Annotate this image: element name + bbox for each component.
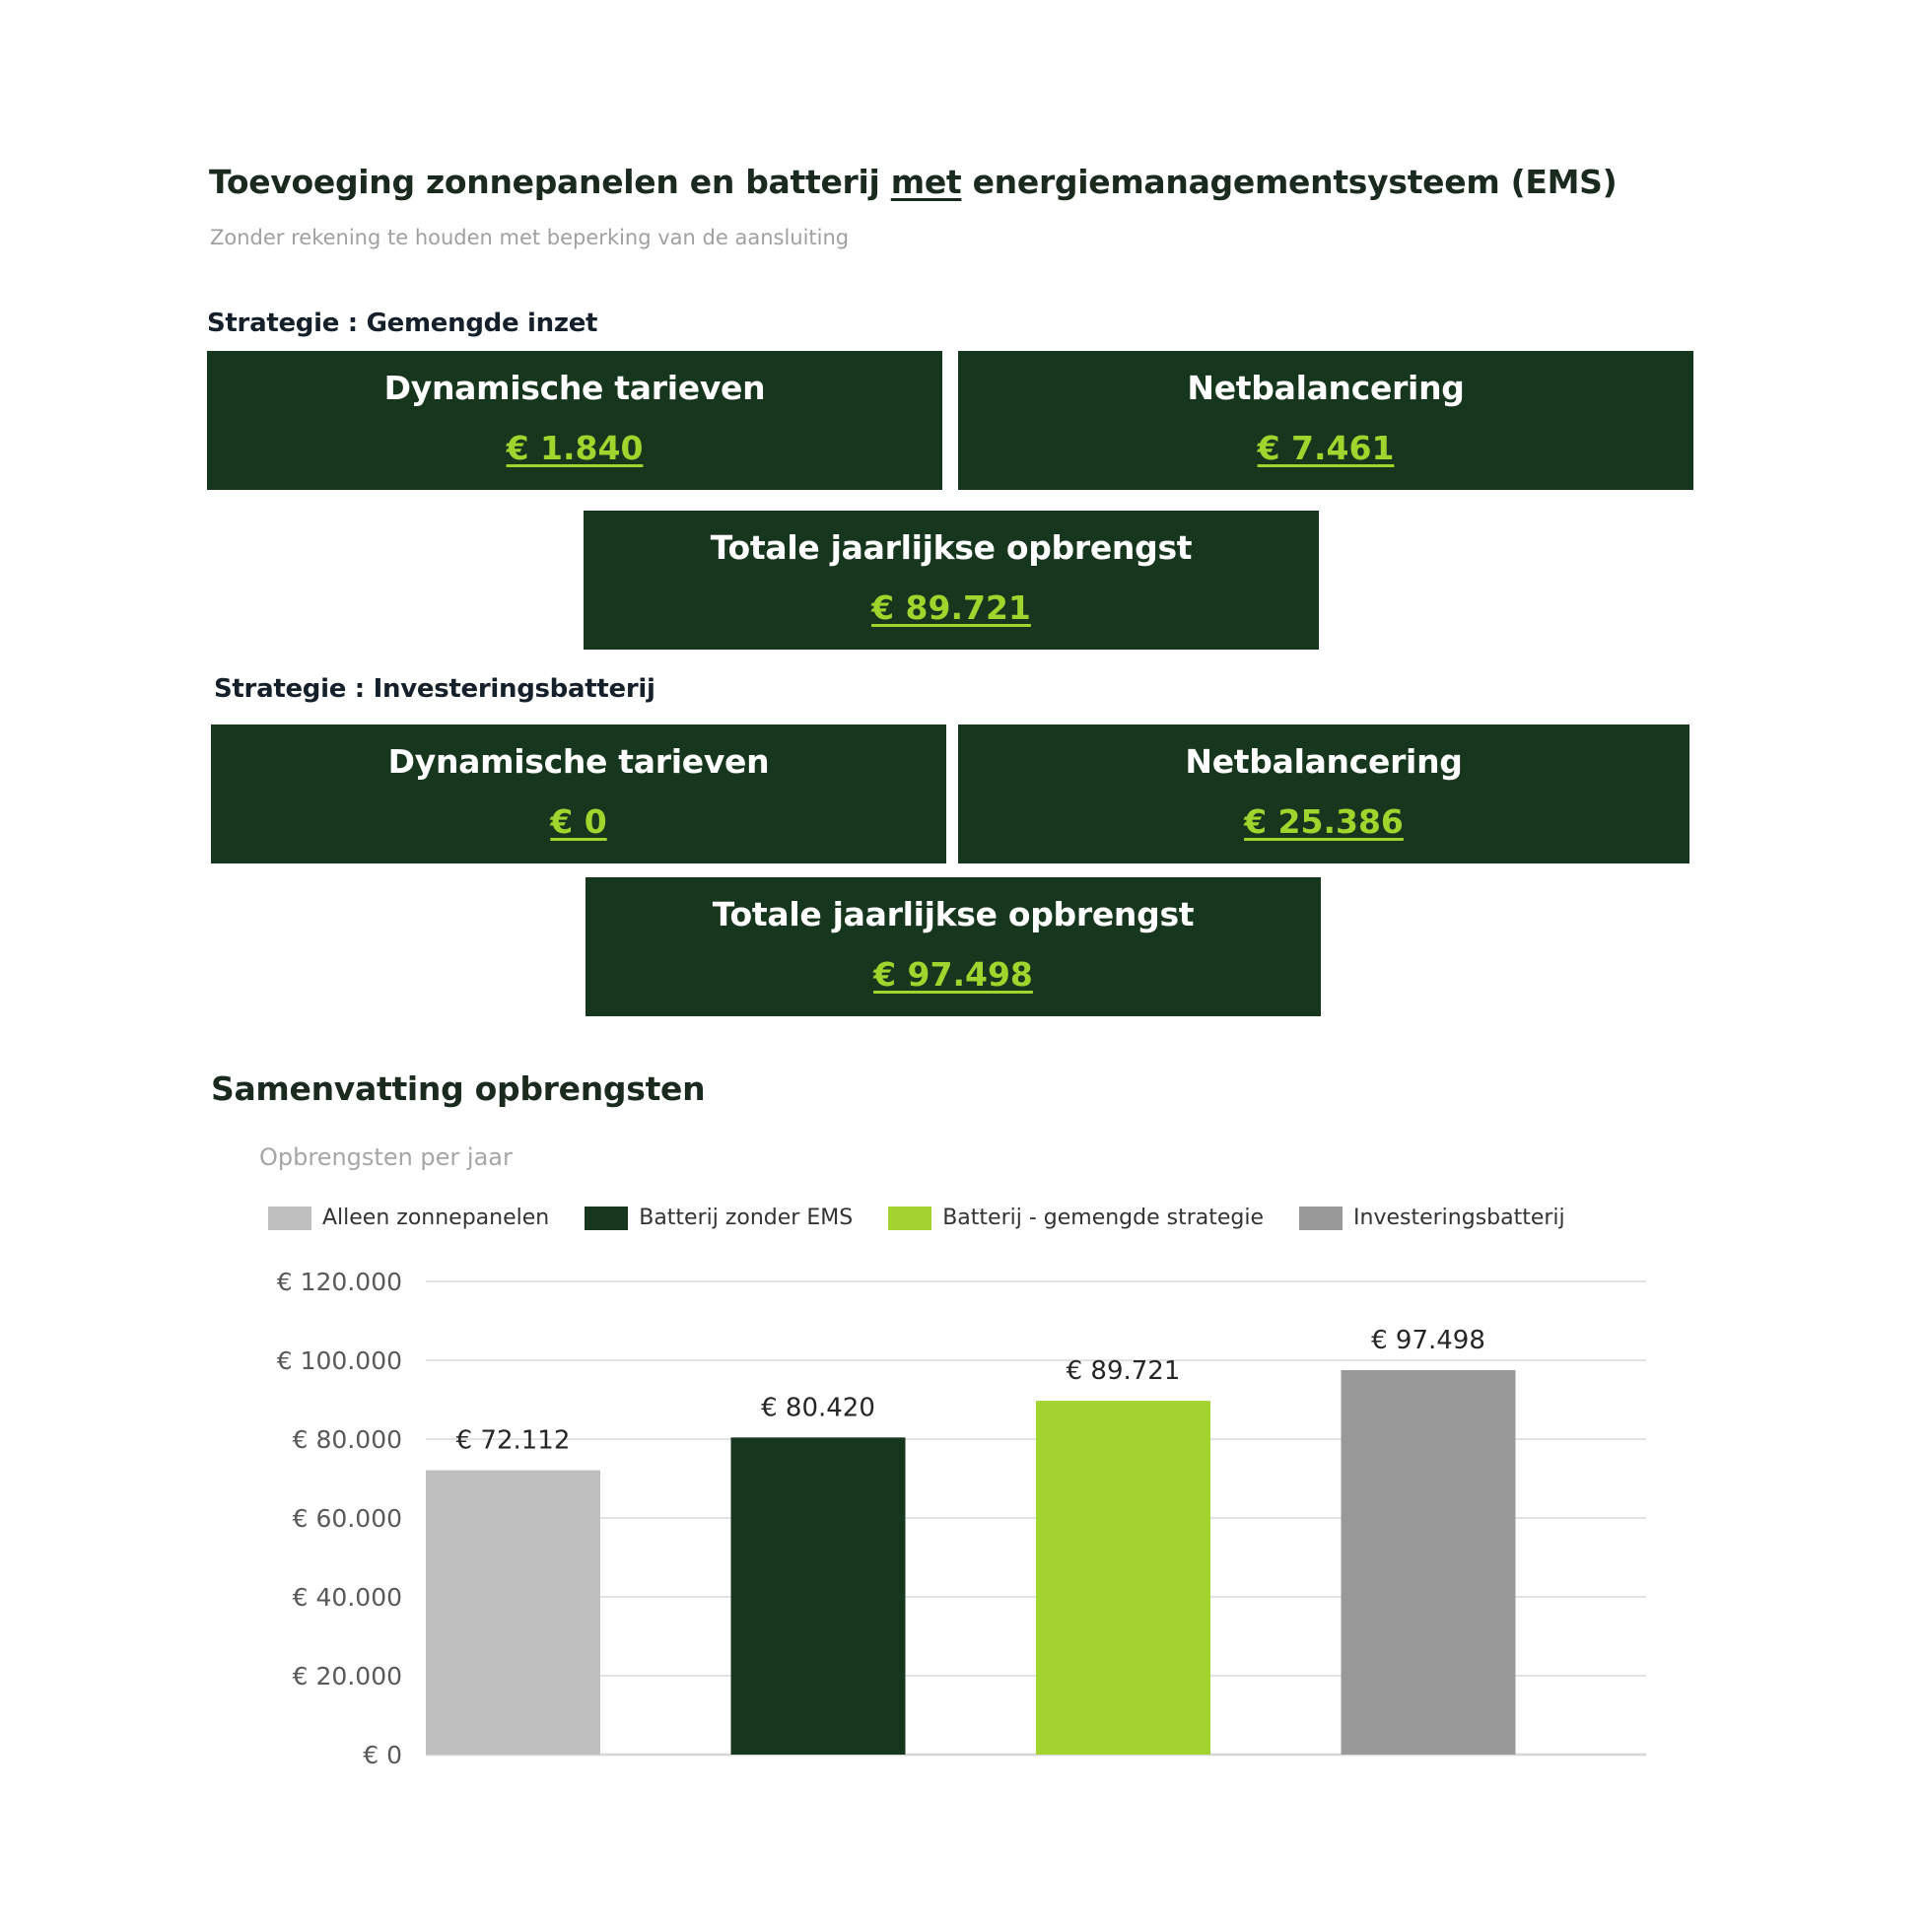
summary-title: Samenvatting opbrengsten bbox=[211, 1070, 706, 1108]
title-text-before: Toevoeging zonnepanelen en batterij bbox=[209, 163, 891, 201]
data-label: € 89.721 bbox=[1066, 1356, 1181, 1387]
y-tick-label: € 40.000 bbox=[292, 1583, 402, 1612]
legend-label: Batterij - gemengde strategie bbox=[942, 1206, 1265, 1230]
title-emphasis: met bbox=[890, 163, 962, 201]
kpi-label: Netbalancering bbox=[1185, 742, 1463, 781]
kpi-label: Totale jaarlijkse opbrengst bbox=[712, 895, 1195, 933]
data-label: € 80.420 bbox=[761, 1393, 875, 1423]
kpi-value[interactable]: € 0 bbox=[550, 802, 607, 841]
kpi-label: Dynamische tarieven bbox=[387, 742, 770, 781]
y-tick-label: € 120.000 bbox=[276, 1268, 402, 1296]
legend-label: Investeringsbatterij bbox=[1353, 1206, 1565, 1230]
bar bbox=[1036, 1401, 1210, 1755]
bar bbox=[426, 1471, 600, 1755]
title-text-after: energiemanagementsysteem (EMS) bbox=[961, 163, 1618, 201]
kpi-value[interactable]: € 97.498 bbox=[873, 955, 1033, 994]
y-tick-label: € 80.000 bbox=[292, 1425, 402, 1454]
kpi-value[interactable]: € 7.461 bbox=[1257, 429, 1395, 467]
y-tick-label: € 60.000 bbox=[292, 1504, 402, 1533]
legend-label: Batterij zonder EMS bbox=[639, 1206, 854, 1230]
strategy1-label: Strategie : Gemengde inzet bbox=[207, 309, 598, 338]
y-tick-label: € 0 bbox=[363, 1741, 402, 1769]
y-tick-label: € 100.000 bbox=[276, 1346, 402, 1375]
kpi-value[interactable]: € 89.721 bbox=[871, 588, 1031, 627]
kpi-value[interactable]: € 1.840 bbox=[506, 429, 644, 467]
kpi-label: Totale jaarlijkse opbrengst bbox=[710, 528, 1193, 567]
chart-title: Opbrengsten per jaar bbox=[259, 1143, 513, 1171]
data-label: € 97.498 bbox=[1371, 1326, 1485, 1356]
strategy2-label: Strategie : Investeringsbatterij bbox=[214, 674, 655, 704]
bar bbox=[1342, 1370, 1516, 1755]
kpi-label: Netbalancering bbox=[1187, 369, 1465, 407]
data-label: € 72.112 bbox=[455, 1425, 571, 1456]
y-tick-label: € 20.000 bbox=[292, 1662, 402, 1690]
kpi-label: Dynamische tarieven bbox=[383, 369, 766, 407]
page-subtitle: Zonder rekening te houden met beperking van de aansluiting bbox=[210, 226, 850, 249]
legend-label: Alleen zonnepanelen bbox=[322, 1206, 550, 1230]
kpi-value[interactable]: € 25.386 bbox=[1244, 802, 1404, 841]
bar bbox=[731, 1437, 906, 1755]
